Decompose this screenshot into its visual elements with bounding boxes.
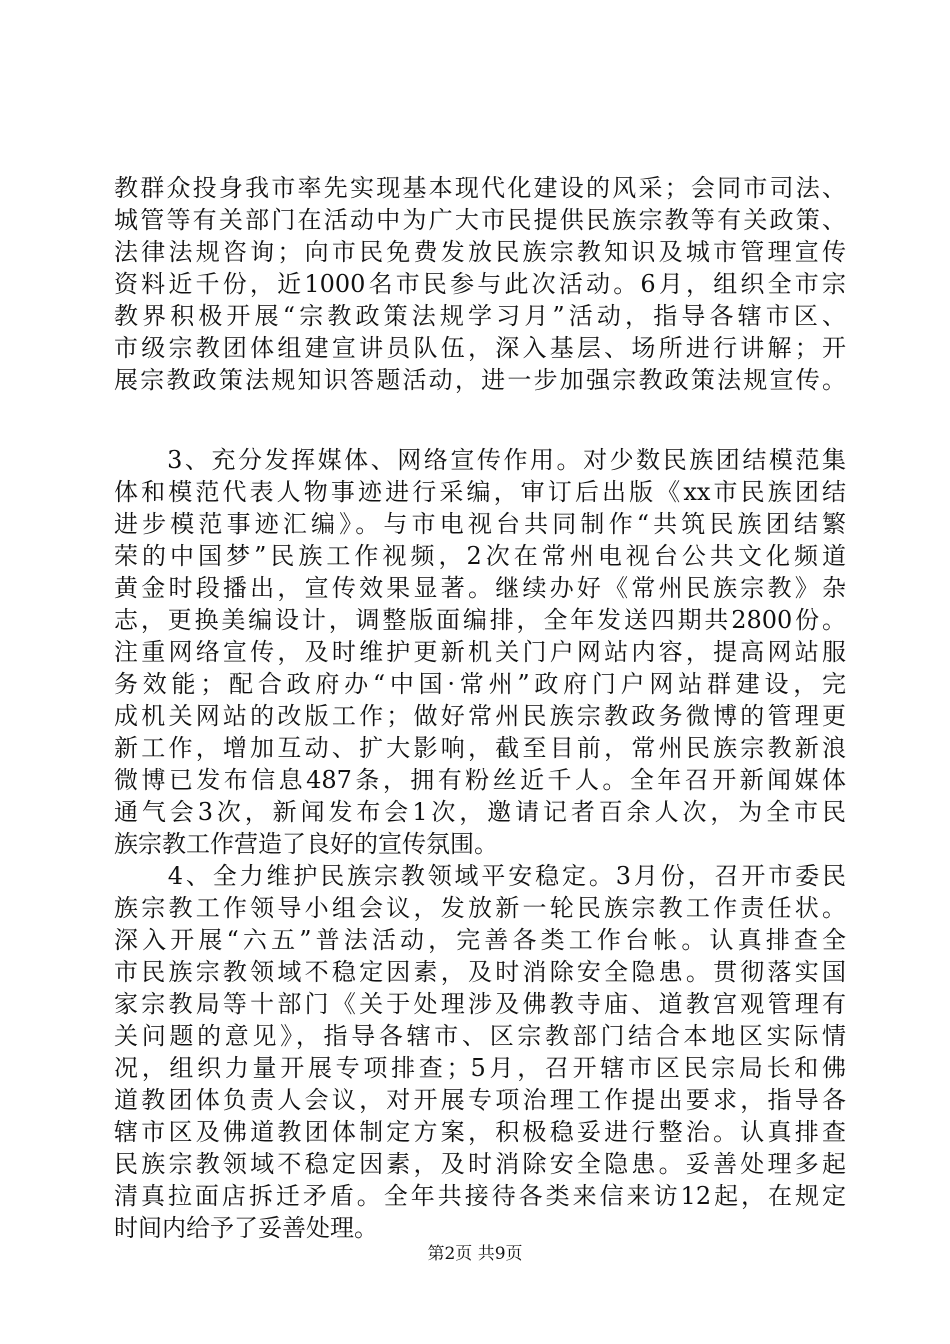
text-line: 深入开展“六五”普法活动，完善各类工作台帐。认真排查全 xyxy=(114,926,846,954)
text-line: 进步模范事迹汇编》。与市电视台共同制作“共筑民族团结繁 xyxy=(114,510,846,538)
text-line: 黄金时段播出，宣传效果显著。继续办好《常州民族宗教》杂 xyxy=(114,574,846,602)
text-line: 辖市区及佛道教团体制定方案，积极稳妥进行整治。认真排查 xyxy=(114,1118,846,1146)
page-number: 第2页 共9页 xyxy=(427,1244,523,1264)
text-line: 族宗教工作领导小组会议，发放新一轮民族宗教工作责任状。 xyxy=(114,894,846,922)
text-line: 展宗教政策法规知识答题活动，进一步加强宗教政策法规宣传。 xyxy=(114,366,846,394)
paragraph-spacer xyxy=(114,396,846,444)
text-line: 族宗教工作营造了良好的宣传氛围。 xyxy=(114,830,498,858)
text-line: 况，组织力量开展专项排查；5月，召开辖市区民宗局长和佛 xyxy=(114,1054,846,1082)
text-line: 教界积极开展“宗教政策法规学习月”活动，指导各辖市区、 xyxy=(114,302,846,330)
text-line: 法律法规咨询；向市民免费发放民族宗教知识及城市管理宣传 xyxy=(114,238,846,266)
text-line: 民族宗教领域不稳定因素，及时消除安全隐患。妥善处理多起 xyxy=(114,1150,846,1178)
document-body xyxy=(114,172,846,1244)
text-line: 市民族宗教领域不稳定因素，及时消除安全隐患。贯彻落实国 xyxy=(114,958,846,986)
text-line: 成机关网站的改版工作；做好常州民族宗教政务微博的管理更 xyxy=(114,702,846,730)
text-line: 家宗教局等十部门《关于处理涉及佛教寺庙、道教宫观管理有 xyxy=(114,990,846,1018)
text-line: 微博已发布信息487条，拥有粉丝近千人。全年召开新闻媒体 xyxy=(114,766,846,794)
text-line: 通气会3次，新闻发布会1次，邀请记者百余人次，为全市民 xyxy=(114,798,846,826)
text-line: 体和模范代表人物事迹进行采编，审订后出版《xx市民族团结 xyxy=(114,478,846,506)
text-line: 新工作，增加互动、扩大影响，截至目前，常州民族宗教新浪 xyxy=(114,734,846,762)
text-line: 志，更换美编设计，调整版面编排，全年发送四期共2800份。 xyxy=(114,606,846,634)
text-line: 道教团体负责人会议，对开展专项治理工作提出要求，指导各 xyxy=(114,1086,846,1114)
text-line: 教群众投身我市率先实现基本现代化建设的风采；会同市司法、 xyxy=(114,174,846,202)
text-line: 资料近千份，近1000名市民参与此次活动。6月，组织全市宗 xyxy=(114,270,846,298)
paragraph-3 xyxy=(114,860,846,1244)
text-line: 关问题的意见》，指导各辖市、区宗教部门结合本地区实际情 xyxy=(114,1022,846,1050)
text-line: 荣的中国梦”民族工作视频，2次在常州电视台公共文化频道 xyxy=(114,542,846,570)
page-footer xyxy=(0,1243,950,1265)
paragraph-1 xyxy=(114,172,846,396)
text-line: 城管等有关部门在活动中为广大市民提供民族宗教等有关政策、 xyxy=(114,206,846,234)
text-line: 3、充分发挥媒体、网络宣传作用。对少数民族团结模范集 xyxy=(114,446,846,474)
text-line: 市级宗教团体组建宣讲员队伍，深入基层、场所进行讲解；开 xyxy=(114,334,846,362)
paragraph-2 xyxy=(114,444,846,860)
text-line: 4、全力维护民族宗教领域平安稳定。3月份，召开市委民 xyxy=(114,862,846,890)
text-line: 务效能；配合政府办“中国·常州”政府门户网站群建设，完 xyxy=(114,670,846,698)
text-line: 清真拉面店拆迁矛盾。全年共接待各类来信来访12起，在规定 xyxy=(114,1182,846,1210)
text-line: 时间内给予了妥善处理。 xyxy=(114,1214,378,1242)
text-line: 注重网络宣传，及时维护更新机关门户网站内容，提高网站服 xyxy=(114,638,846,666)
